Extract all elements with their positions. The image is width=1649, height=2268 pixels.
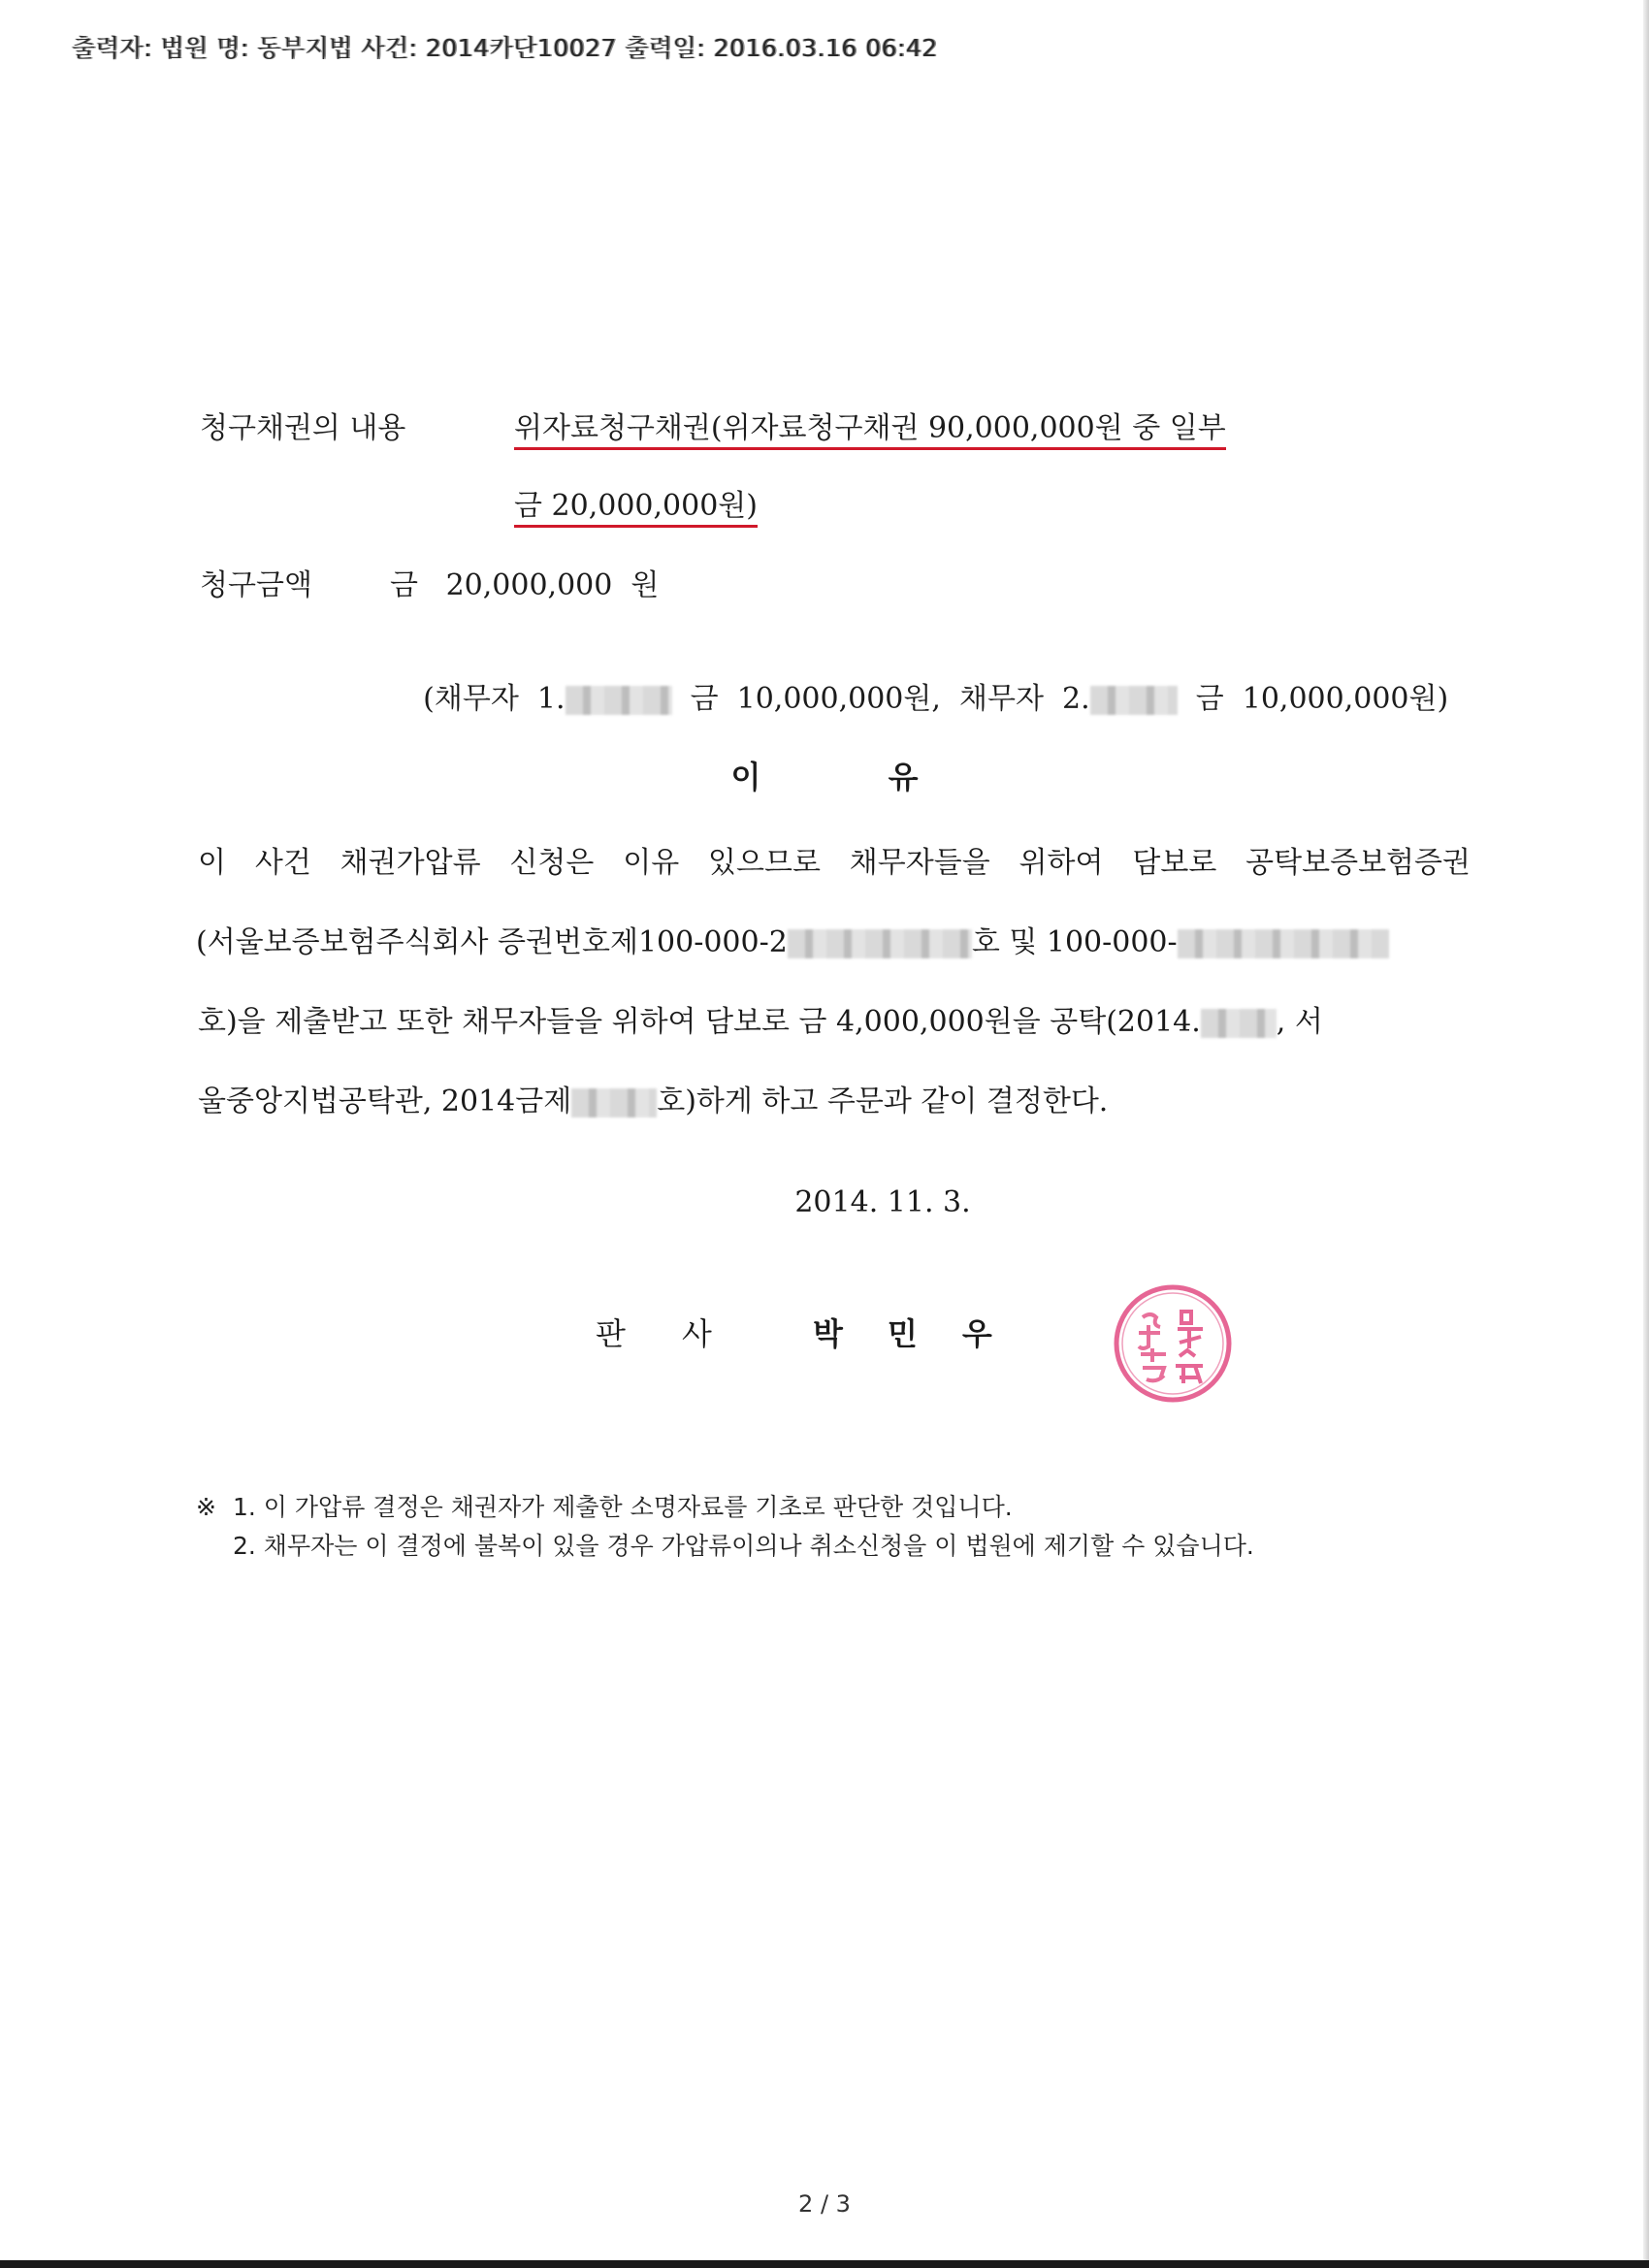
reference-mark: ※ (196, 1493, 216, 1521)
note-2-text: 2. 채무자는 이 결정에 불복이 있을 경우 가압류이의나 취소신청을 이 법원에 제기할 수 있습니다. (233, 1532, 1254, 1560)
judge-seal-stamp (1112, 1282, 1234, 1405)
claim-line-2 (514, 481, 758, 524)
judge-title: 판사 (596, 1315, 768, 1352)
claim-line-1 (514, 404, 1226, 446)
redacted-bond-number-1 (788, 929, 972, 958)
redacted-deposit-number (571, 1088, 657, 1118)
reason-line-2b: 호 및 100-000- (971, 925, 1178, 959)
redacted-debtor-2 (1090, 686, 1178, 715)
claim-text-2: 금 20,000,000원) (514, 489, 758, 528)
amount-breakdown (386, 640, 1448, 751)
reason-line-4 (198, 1077, 1471, 1119)
redacted-deposit-date (1201, 1009, 1277, 1038)
claim-label: 청구채권의 내용 (200, 411, 406, 445)
redacted-debtor-1 (566, 686, 672, 715)
reason-heading: 이 유 (730, 759, 919, 795)
note-1-text: 1. 이 가압류 결정은 채권자가 제출한 소명자료를 기초로 판단한 것입니다. (233, 1493, 1013, 1521)
reason-line-3b: , 서 (1276, 1005, 1323, 1039)
breakdown-mid: 금 10,000,000원, 채무자 2. (671, 682, 1090, 716)
amount-value: 금 20,000,000 원 (390, 568, 660, 602)
note-2 (196, 1527, 1254, 1566)
judge-name: 박민우 (813, 1315, 1037, 1352)
print-header-stamp: 출력자: 법원 명: 동부지법 사건: 2014카단10027 출력일: 2016.03.16 06:42 (72, 34, 938, 62)
reason-line-4b: 호)하게 하고 주문과 같이 결정한다. (657, 1085, 1109, 1118)
amount-label: 청구금액 (200, 568, 312, 602)
reason-line-3a: 호)을 제출받고 또한 채무자들을 위하여 담보로 금 4,000,000원을 공탁(2014. (198, 1005, 1201, 1039)
notes-block (196, 1488, 1254, 1566)
note-1 (196, 1488, 1254, 1527)
claim-text-1: 위자료청구채권(위자료청구채권 90,000,000원 중 일부 (514, 411, 1226, 450)
scan-edge-right (1643, 0, 1649, 2268)
decision-date: 2014. 11. 3. (794, 1185, 971, 1219)
reason-line-2 (196, 918, 1469, 960)
breakdown-open: (채무자 1. (423, 682, 566, 716)
reason-line-1: 이 사건 채권가압류 신청은 이유 있으므로 채무자들을 위하여 담보로 공탁보증보험증권 (198, 846, 1471, 880)
reason-line-4a: 울중앙지법공탁관, 2014금제 (198, 1085, 572, 1118)
redacted-bond-number-2 (1178, 929, 1389, 958)
reason-line-3 (198, 997, 1471, 1040)
breakdown-close: 금 10,000,000원) (1177, 682, 1449, 716)
reason-line-2a: (서울보증보험주식회사 증권번호제100-000-2 (196, 925, 788, 959)
scan-edge-bottom (0, 2260, 1649, 2268)
page-number: 2 / 3 (798, 2190, 851, 2218)
